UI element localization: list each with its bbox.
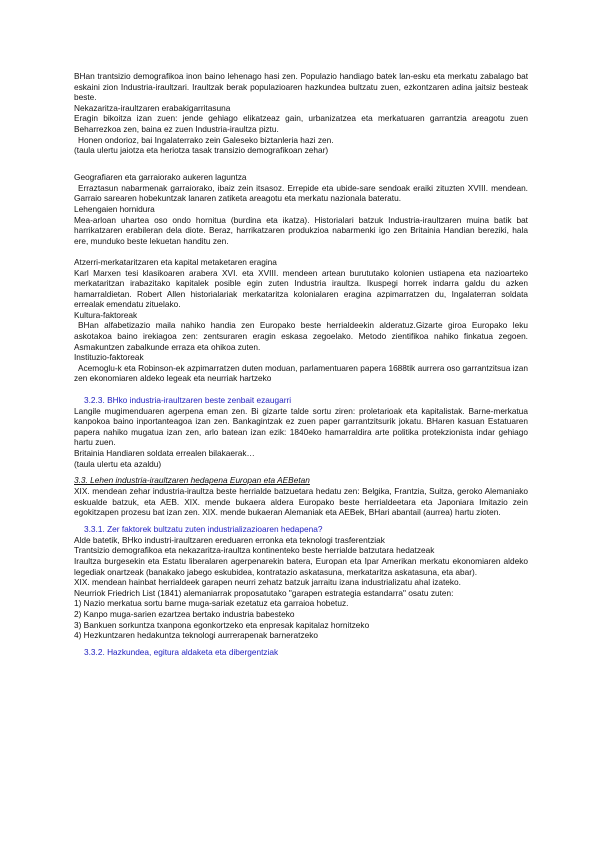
section-heading: 3.3.2. Hazkundea, egitura aldaketa eta dibergentziak (84, 646, 279, 657)
paragraph: Neurriok Friedrich List (1841) alemaniarrak proposatutako "garapen estrategia estandarra" osatu zuten: (74, 587, 454, 598)
section-heading: 3.2.3. BHko industria-iraultzaren beste zenbait ezaugarri (84, 394, 292, 405)
list-item: 4) Hezkuntzaren hedakuntza teknologi aurrerapenak barneratzeko (74, 630, 318, 641)
paragraph: Acemoglu-k eta Robinson-ek azpimarratzen duten moduan, parlamentuaren papera 1688tik aurrera oso garrantzitsua izan zen ekonomiaren aldeko legeak eta neurriak hartzeko (74, 362, 528, 384)
subheading: Nekazaritza-iraultzaren erabakigarritasuna (74, 102, 231, 113)
paragraph: XIX. mendean hainbat herrialdeek garapen neurri zehatz batzuk jarraitu izana industrializatu ahal izateko. (74, 577, 461, 588)
list-item: 3) Bankuen sorkuntza txanpona egonkortzeko eta enpresak kapitalaz hornitzeko (74, 619, 370, 630)
paragraph: Eragin bikoitza izan zuen: jende gehiago elikatzeaz gain, urbanizatzea eta merkatuaren garrantzia areagotu zuen Beharrezkoa zen, baina ez zuen Industria-iraultza piztu. (74, 113, 528, 134)
paragraph: BHan alfabetizazio maila nahiko handia zen Europako beste herrialdeekin alderatuz.Gizarte giroa Europako leku askotakoa baino irekiagoa zen: zentsuraren eragin eskasa zegoelako. Metodo zientifikoa nahiko finkatua zegoen. Asmakuntzen zabalkunde erraza eta ohikoa zuten. (74, 320, 528, 352)
list-item: 2) Kanpo muga-sarien ezartzea bertako industria babesteko (74, 609, 295, 620)
subheading: Instituzio-faktoreak (74, 352, 144, 363)
document-body (74, 71, 528, 658)
section-heading: 3.3.1. Zer faktorek bultzatu zuten industrializazioaren hedapena? (84, 523, 323, 534)
paragraph: Karl Marxen tesi klasikoaren arabera XVI. eta XVIII. mendeen artean burututako kolonien ustiapena eta nazioarteko merkataritzan irabazitako kapitalek posible egin zuten Industria iraultza. Ikuspegi horrek indarra galdu du azken hamarraldietan. Robert Allen historialariak merkataritza kolonialaren eragina azpimarratzen du, Ingalaterran soldata errealak emendatu zituelako. (74, 267, 528, 310)
subheading: Lehengaien hornidura (74, 204, 155, 215)
paragraph: BHan trantsizio demografikoa inon baino lehenago hasi zen. Populazio handiago batek lan-esku eta merkatu zabalago bat eskaini zion Industria-iraultzari. Iraultzak berak populazioaren hazkundea bultzatu zuen, ezkontzaren adina jaitsiz besteak beste. (74, 71, 528, 103)
list-item: 1) Nazio merkatua sortu barne muga-sariak ezetatuz eta garraioa hobetuz. (74, 598, 349, 609)
paragraph: Britainia Handiaren soldata errealen bilakaerak… (74, 447, 255, 458)
section-heading: 3.3. Lehen industria-iraultzaren hedapena Europan eta AEBetan (74, 475, 310, 486)
paragraph: Alde batetik, BHko industri-iraultzaren ereduaren erronka eta teknologi trasferentziak (74, 534, 385, 545)
subheading: Kultura-faktoreak (74, 309, 138, 320)
subheading: Geografiaren eta garraiorako aukeren laguntza (74, 172, 247, 183)
paragraph: Langile mugimenduaren agerpena eman zen. Bi gizarte talde sortu ziren: proletarioak eta kapitalistak. Barne-merkatua kanpokoa baino inportanteagoa izan zen. Bankagintzak ez zuen paper garrantzitsurik jokatu. BHaren kasuan Estatuaren papera nahiko mugatua izan zen, arlo batean izan ezik: 1840eko hamarraldira arte politika protekzionista indar gehiago hartu zuen. (74, 405, 528, 448)
paragraph: Mea-arloan uhartea oso ondo hornitua (burdina eta ikatza). Historialari batzuk Industria-iraultzaren muina batik bat harrikatzaren erabileran dela diote. Beraz, harrikatzaren produkzioa nabarmenki igo zen Britainia Handian bereziki, hala ere, munduko beste lekuetan handitu zen. (74, 214, 528, 246)
paragraph: Honen ondorioz, bai Ingalaterrako zein Galeseko biztanleria hazi zen. (78, 134, 334, 145)
note: (taula ulertu eta azaldu) (74, 458, 162, 469)
paragraph: Trantsizio demografikoa eta nekazaritza-iraultza kontinenteko beste herrialde batzutara hedatzeak (74, 545, 435, 556)
paragraph: Iraultza burgesekin eta Estatu liberalaren agerpenarekin batera, Europan eta Ipar Amerikan merkatu ekonomiaren aldeko legediak onartzeak (banakako jabego eskubidea, kontratazio askatasuna, merkataritza askatasuna, eta abar). (74, 556, 528, 577)
note: (taula ulertu jaiotza eta heriotza tasak transizio demografikoan zehar) (74, 145, 329, 156)
paragraph: Erraztasun nabarmenak garraiorako, ibaiz zein itsasoz. Errepide eta ubide-sare sendoak eraiki zituzten XVIII. mendean. Garraio sarearen hobekuntzak lanaren zatiketa areagotu eta merkatu nazionala bateratu. (74, 182, 528, 204)
paragraph: XIX. mendean zehar industria-iraultza beste herrialde batzuetara hedatu zen: Belgika, Frantzia, Suitza, geroko Alemaniako eskualde batzuk, eta AEB. XIX. mende bukaera aldera Europako beste herrialdeetara eta Japoniara Imitazio zein egokitzapen prozesu bat izan zen. XIX. mende bukaeran Alemaniak eta AEBek, BHari abantail (aurrea) hartu zioten. (74, 486, 528, 518)
subheading: Atzerri-merkataritzaren eta kapital metaketaren eragina (74, 256, 277, 267)
